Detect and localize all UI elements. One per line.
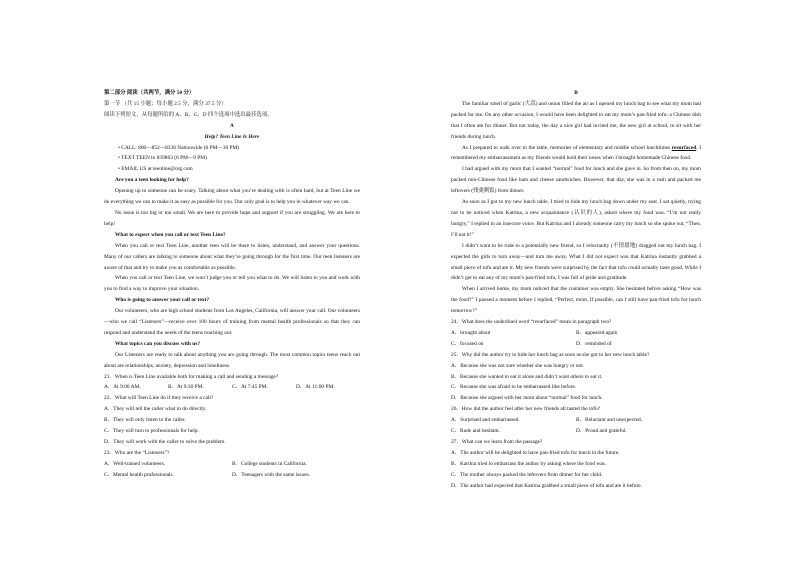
question-stem: 21．When is Teen Line available both for making a call and sending a message? bbox=[104, 373, 279, 380]
paragraph: I didn’t want to be rude to a potentially new friend, so I reluctantly (不情愿地) dragged out my lunch bag. I expected the girls to turn away—and turn me away. What I did not expect was that Katrina instantly grabbed a small piece of tofu and ate it. My new friends were surprised by the fact that tofu could actually taste good. While I didn’t get to eat any of my mom’s pan-fried tofu, I was full of pride and gratitude. bbox=[451, 242, 701, 282]
option: D．Teenagers with the same issues. bbox=[232, 471, 310, 478]
question-25 bbox=[451, 350, 701, 405]
paragraph: When I arrived home, my mom noticed that the container was empty. She hesitated before asking “How was the food?” I paused a moment before I replied, “Perfect, mom. If possible, can I still have pan-fried tofu for lunch tomorrow?” bbox=[451, 286, 701, 315]
option: D．Because she argued with her mom about “normal” food for lunch. bbox=[451, 395, 603, 402]
instruction: 阅读下列短文，从每题所给的 A、B、C、D 四个选项中选出最佳选项。 bbox=[104, 111, 273, 118]
options-row bbox=[451, 339, 701, 350]
question-stem: 24．What does the underlined word “resurfaced” mean in paragraph two? bbox=[451, 319, 612, 326]
paragraph: As soon as I got to my new lunch table, I tried to hide my lunch bag down under my seat. I sat quietly, trying not to be noticed when Katrina, a new acquaintance (认识的人), asked where my food was. “I’m not really hungry,” I replied in an insecure voice. But Katrina and I already someone carry my lunch so she spoke out, “Then, I’ll eat it!” bbox=[451, 199, 701, 238]
paragraph: Our Listeners are ready to talk about anything you are going through. The most common topics teens reach out about are relationships, anxiety, depression and loneliness. bbox=[104, 351, 360, 369]
question-21 bbox=[104, 372, 360, 394]
option: B．They will only listen to the caller. bbox=[104, 417, 186, 424]
section-title: 第一节 （共 15 小题；每小题 2.5 分，满分 37.5 分） bbox=[104, 100, 227, 107]
question-stem: 26．How did the author feel after her new friends all tasted the tofu? bbox=[451, 406, 601, 413]
paragraph: When you call or text Teen Line, another teen will be there to listen, understand, and answer your questions. Many of our callers are talking to someone about what they’re going through for the first time. Our teen listeners are aware of that and try to make you as comfortable as possible. bbox=[104, 242, 360, 271]
subheading: What topics can you discuss with us? bbox=[115, 340, 201, 347]
right-column bbox=[451, 88, 701, 492]
contact-list bbox=[104, 143, 360, 176]
option: C．Rude and hesitant. bbox=[451, 428, 500, 435]
option: D．Proud and grateful. bbox=[576, 428, 627, 435]
passage-b-body bbox=[451, 99, 701, 317]
paragraph: Our volunteers, who are high school students from Los Angeles, California, will answer your call. Our volunteers—who we call “Listeners”—receive over 100 hours of training from mental health professionals so that they can respond and understand the needs of the teens reaching out. bbox=[104, 308, 360, 336]
passage-a-body bbox=[104, 175, 360, 371]
options-row bbox=[451, 415, 701, 426]
paragraph: I had argued with my mom that I wanted “normal” food for lunch and she gave in. So from then on, my mom packed non-Chinese food like ham and cheese sandwiches. However, that day, she was in a rush and packed me leftovers (残羹剩饭) from dinner. bbox=[451, 166, 701, 195]
option: B．At 9:30 PM. bbox=[168, 384, 204, 391]
part-title: 第二部分 阅读（共两节，满分 50 分） bbox=[104, 90, 195, 96]
contact-item: • TEXT TEEN to 839863 (6 PM—9 PM) bbox=[118, 155, 207, 162]
passage-b-label: B bbox=[574, 90, 578, 96]
question-stem: 25．Why did the author try to hide her lunch bag as soon as she got to her new lunch table? bbox=[451, 351, 650, 358]
subheading: What to expect when you call or text Teen Line? bbox=[115, 231, 226, 238]
paragraph: When you call or text Teen Line, we won’t judge you or tell you what to do. We will listen to you and work with you to find a way to improve your situation. bbox=[104, 275, 360, 293]
passage-a-label: A bbox=[230, 122, 234, 129]
option: C．Mental health professionals. bbox=[104, 471, 174, 478]
question-24 bbox=[451, 317, 701, 350]
option: B．Katrina tried to embarrass the author by asking where the food was. bbox=[451, 460, 607, 467]
underlined-word: resurfaced bbox=[671, 144, 697, 151]
question-23 bbox=[104, 448, 360, 481]
option: B．Reluctant and unexpected. bbox=[576, 417, 643, 424]
subheading: Who is going to answer your call or text? bbox=[115, 297, 210, 304]
options-row bbox=[104, 459, 360, 470]
question-stem: 22．What will Teen Line do if they receive a call? bbox=[104, 395, 214, 402]
options-row bbox=[451, 426, 701, 437]
option: D．They will work with the caller to solve the problem. bbox=[104, 439, 226, 445]
question-27 bbox=[451, 437, 701, 492]
option: A．They will tell the caller what to do directly. bbox=[104, 406, 207, 413]
option: B．College students in California. bbox=[232, 460, 307, 467]
option: A．The author will be delighted to have pan-fried tofu for lunch in the future. bbox=[451, 449, 620, 456]
question-22 bbox=[104, 393, 360, 448]
options-row bbox=[104, 470, 360, 481]
passage-a-title: Help? Teen Line Is Here bbox=[204, 133, 260, 140]
paragraph: Opening up to someone can be scary. Talking about what you’re dealing with is often hard, but at Teen Line we do everything we can to make it as easy as possible for you. Our only goal is to help you in whatever way we can. bbox=[104, 188, 360, 206]
question-stem: 23．Who are the “Listeners”? bbox=[104, 449, 170, 456]
subheading: Are you a teen looking for help? bbox=[115, 177, 189, 184]
left-column bbox=[104, 88, 360, 481]
option: D．The author had expected that Katrina grabbed a small piece of tofu and ate it before. bbox=[451, 482, 642, 489]
option: B．appeared again bbox=[576, 329, 618, 336]
option: D．reminded of bbox=[576, 340, 612, 347]
option: A．Because she was not sure whether she was hungry or not. bbox=[451, 362, 585, 369]
option: A．At 9:00 AM. bbox=[104, 384, 141, 391]
option: C．At 7:45 PM. bbox=[232, 384, 268, 391]
paragraph: The familiar smell of garlic (大蒜) and onion filled the air as I opened my lunch bag to see what my mom had packed for me. On any other occasion, I would have been delighted to eat my mom’s pan-fried tofu: a Chinese dish that I often ate for dinner. But not today, the day a nice girl had invited me, the new girl at school, to sit with her friends during lunch. bbox=[451, 100, 701, 140]
paragraph: No issue is too big or too small. We are here to provide hope and support if you are struggling. We are here to help! bbox=[104, 209, 360, 227]
option: D．At 11:00 PM. bbox=[296, 384, 335, 391]
question-26 bbox=[451, 404, 701, 437]
paragraph: As I prepared to walk over to the table, memories of elementary and middle school lunchtimes resurfaced. I remembered my embarrassment as my friends would hold their noses when I brought homemade Chinese food. bbox=[451, 144, 701, 162]
option: C．The mother always packed the leftovers from dinner for her child. bbox=[451, 471, 603, 478]
option: C．They will turn to professionals for help. bbox=[104, 428, 199, 435]
options-row bbox=[104, 382, 360, 393]
option: B．Because she wanted to eat it alone and didn’t want others to eat it. bbox=[451, 373, 603, 380]
contact-item: • EMAIL US at teenline@org.com bbox=[118, 166, 193, 173]
option: A．brought about bbox=[451, 329, 491, 336]
question-stem: 27．What can we learn from the passage? bbox=[451, 439, 543, 445]
option: A．Surprised and embarrassed. bbox=[451, 417, 520, 424]
option: A．Well-trained volunteers. bbox=[104, 460, 166, 467]
option: C．Because she was afraid to be embarrassed like before. bbox=[451, 384, 577, 391]
options-row bbox=[451, 328, 701, 339]
option: C．focused on bbox=[451, 340, 484, 347]
contact-item: • CALL: 800—852—8336 Nationwide (6 PM—10 PM) bbox=[118, 144, 240, 151]
